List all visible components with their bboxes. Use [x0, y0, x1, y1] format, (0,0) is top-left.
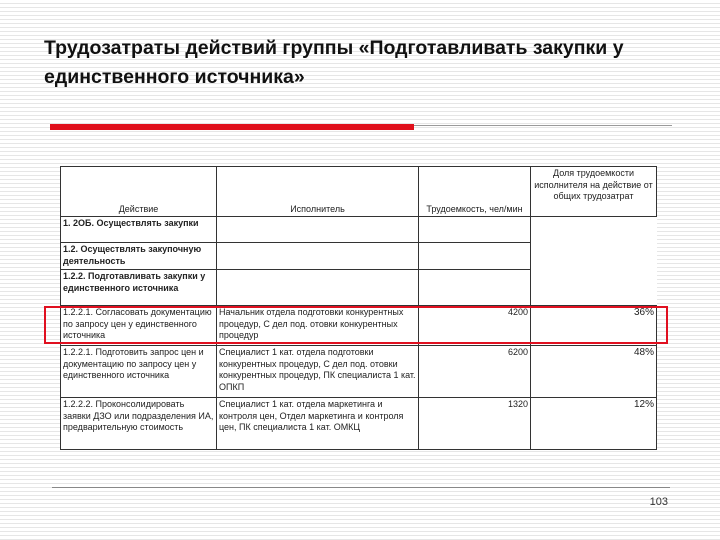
table-row: [61, 346, 657, 398]
table-row: [61, 270, 657, 306]
cell-executor: [217, 270, 419, 306]
labor-table: [60, 166, 657, 450]
slide-title: Трудозатраты действий группы «Подготавливать закупки у единственного источника»: [44, 37, 624, 88]
cell-labor: 4200: [419, 306, 531, 346]
header-labor: Трудоемкость, чел/мин: [419, 167, 531, 217]
cell-executor: Начальник отдела подготовки конкурентных процедур, С дел под. отовки конкурентных процедур: [217, 306, 419, 346]
cell-labor: [419, 217, 531, 243]
header-executor: Исполнитель: [217, 167, 419, 217]
cell-action: 1.2.2. Подготавливать закупки у единственного источника: [61, 270, 217, 306]
cell-share: [531, 243, 657, 270]
title-underline-gray: [414, 125, 672, 126]
table-row: [61, 398, 657, 450]
table-row: [61, 306, 657, 346]
header-action: Действие: [61, 167, 217, 217]
cell-executor: [217, 243, 419, 270]
cell-share: 48%: [531, 346, 657, 398]
cell-action: 1.2.2.1. Подготовить запрос цен и документацию по запросу цен у единственного источника: [61, 346, 217, 398]
title-underline: [50, 124, 672, 130]
title-underline-red: [50, 124, 414, 130]
header-share: Доля трудоемкости исполнителя на действие от общих трудозатрат: [531, 167, 657, 217]
table-header-row: [61, 167, 657, 217]
cell-labor: 1320: [419, 398, 531, 450]
cell-executor: Специалист 1 кат. отдела маркетинга и контроля цен, Отдел маркетинга и контроля цен, ПК специалиста 1 кат. ОМКЦ: [217, 398, 419, 450]
cell-action: 1.2.2.2. Проконсолидировать заявки ДЗО или подразделения ИА, предварительную стоимость: [61, 398, 217, 450]
cell-share: [531, 217, 657, 243]
cell-action: 1. 2ОБ. Осуществлять закупки: [61, 217, 217, 243]
cell-labor: 6200: [419, 346, 531, 398]
table-row: [61, 217, 657, 243]
cell-action: 1.2. Осуществлять закупочную деятельность: [61, 243, 217, 270]
table-row: [61, 243, 657, 270]
footer-line: [52, 487, 670, 488]
cell-labor: [419, 270, 531, 306]
cell-share: [531, 270, 657, 306]
cell-share: 36%: [531, 306, 657, 346]
cell-labor: [419, 243, 531, 270]
cell-action: 1.2.2.1. Согласовать документацию по запросу цен у единственного источника: [61, 306, 217, 346]
cell-executor: Специалист 1 кат. отдела подготовки конкурентных процедур, С дел под. отовки конкурентных процедур, ПК специалиста 1 кат. ОПКП: [217, 346, 419, 398]
cell-executor: [217, 217, 419, 243]
cell-share: 12%: [531, 398, 657, 450]
page-number: 103: [649, 496, 668, 508]
